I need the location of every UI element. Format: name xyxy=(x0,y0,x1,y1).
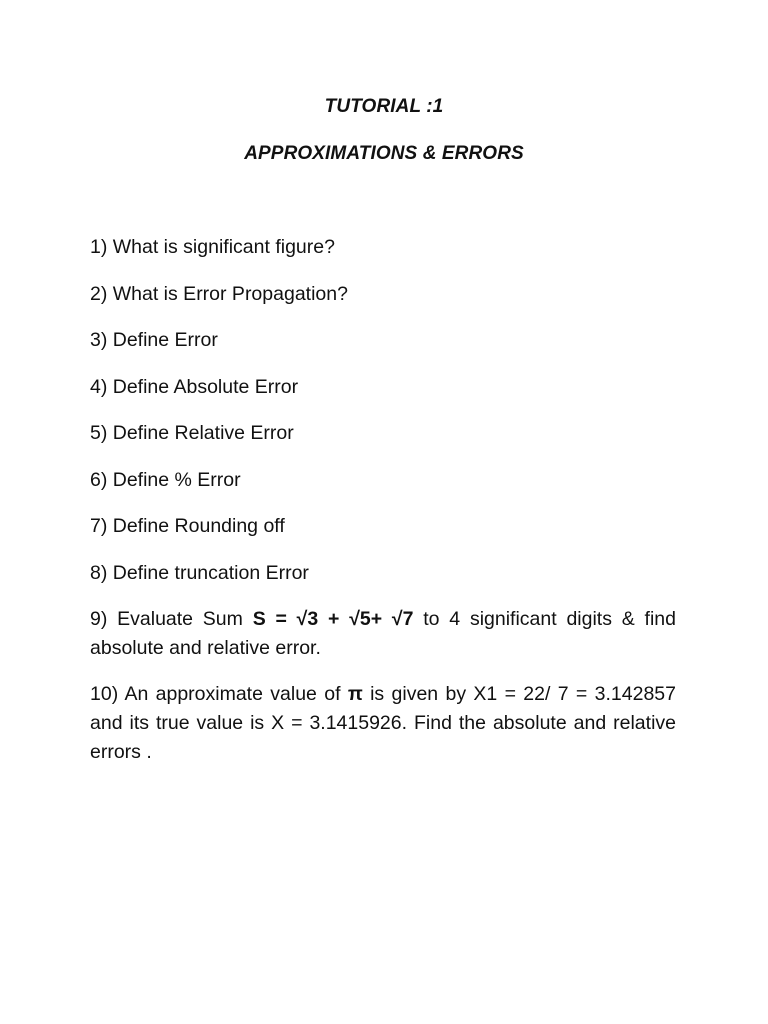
question-9-suffix: to 4 significant digits & find absolute and relative error. xyxy=(90,608,677,659)
question-10-prefix: 10) An approximate value of xyxy=(90,683,348,705)
question-1: 1) What is significant figure? xyxy=(90,236,335,258)
question-3: 3) Define Error xyxy=(90,329,218,351)
question-9 xyxy=(90,605,676,663)
question-4: 4) Define Absolute Error xyxy=(90,376,299,398)
tutorial-title: TUTORIAL :1 xyxy=(324,96,444,117)
question-10 xyxy=(90,680,676,767)
question-9-prefix: 9) Evaluate Sum xyxy=(90,608,253,630)
pi-symbol: π xyxy=(347,683,363,705)
question-2: 2) What is Error Propagation? xyxy=(90,283,348,305)
question-7: 7) Define Rounding off xyxy=(90,515,285,537)
sum-expression: S = √3 + √5+ √7 xyxy=(252,608,414,630)
question-10-suffix: is given by X1 = 22/ 7 = 3.142857 and its true value is X = 3.1415926. Find the absolute and relative errors . xyxy=(90,683,676,763)
question-5: 5) Define Relative Error xyxy=(90,422,294,444)
question-6: 6) Define % Error xyxy=(90,469,241,491)
tutorial-subtitle: APPROXIMATIONS & ERRORS xyxy=(244,143,524,164)
question-8: 8) Define truncation Error xyxy=(90,562,309,584)
